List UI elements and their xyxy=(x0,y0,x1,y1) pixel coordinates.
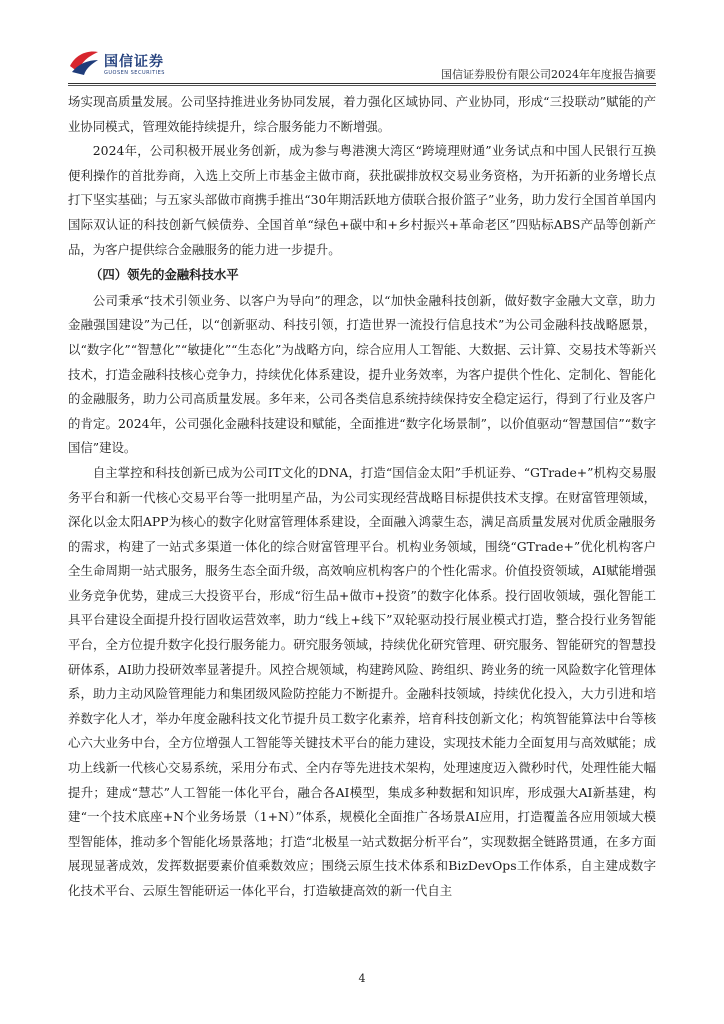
company-logo xyxy=(68,48,228,78)
logo-subtext: GUOSEN SECURITIES xyxy=(104,70,165,76)
header-divider xyxy=(68,83,656,84)
page-number: 4 xyxy=(358,972,366,985)
logo-mark-icon xyxy=(68,48,100,76)
logo-text: 国信证券 xyxy=(104,54,164,70)
page-body xyxy=(68,90,656,904)
header-divider-thin xyxy=(68,85,656,86)
page-header xyxy=(68,44,656,86)
report-title: 国信证券股份有限公司2024年年度报告摘要 xyxy=(441,68,656,81)
body-paragraph: 公司秉承“技术引领业务、以客户为导向”的理念，以“加快金融科技创新，做好数字金融大文章，助力金融强国建设”为己任，以“创新驱动、科技引领，打造世界一流投行信息技术”为公司金融科技战略愿景，以“数字化”“智慧化”“敏捷化”“生态化”为战略方向，综合应用人工智能、大数据、云计算、交易技术等新兴技术，打造金融科技核心竞争力，持续优化体系建设，提升业务效率，为客户提供个性化、定制化、智能化的金融服务，助力公司高质量发展。多年来，公司各类信息系统持续保持安全稳定运行，得到了行业及客户的肯定。2024年，公司强化金融科技建设和赋能，全面推进“数字化场景制”，以价值驱动“智慧国信”“数字国信”建设。 xyxy=(68,292,656,456)
body-paragraph: 自主掌控和科技创新已成为公司IT文化的DNA，打造“国信金太阳”手机证券、“GTrade+”机构交易服务平台和新一代核心交易平台等一批明星产品，为公司实现经营战略目标提供技术支撑。在财富管理领域，深化以金太阳APP为核心的数字化财富管理体系建设，全面融入鸿蒙生态，满足高质量发展对优质金融服务的需求，构建了一站式多渠道一体化的综合财富管理平台。机构业务领域，围绕“GTrade+”优化机构客户全生命周期一站式服务，服务生态全面升级，高效响应机构客户的个性化需求。价值投资领域，AI赋能增强业务竞争优势，建成三大投资平台，形成“衍生品+做市+投资”的数字化体系。投行固收领域，强化智能工具平台建设全面提升投行固收运营效率，助力“线上+线下”双轮驱动投行展业模式打造，整合投行业务智能平台，全方位提升数字化投行服务能力。研究服务领域，持续优化研究管理、研究服务、智能研究的智慧投研体系，AI助力投研效率显著提升。风控合规领域，构建跨风险、跨组织、跨业务的统一风险数字化管理体系，助力主动风险管理能力和集团级风险防控能力不断提升。金融科技领域，持续优化投入，大力引进和培养数字化人才，举办年度金融科技文化节提升员工数字化素养，培育科技创新文化；构筑智能算法中台等核心六大业务中台，全方位增强人工智能等关键技术平台的能力建设，实现技术能力全面复用与高效赋能；成功上线新一代核心交易系统，采用分布式、全内存等先进技术架构，处理速度迈入微秒时代，处理性能大幅提升；建成“慧芯”人工智能一体化平台，融合各AI模型，集成多种数据和知识库，形成强大AI新基建，构建“一个技术底座+N个业务场景（1+N）”体系，规模化全面推广各场景AI应用，打造覆盖各应用领域大模型智能体，推动多个智能化场景落地；打造“北极星一站式数据分析平台”，实现数据全链路贯通，在多方面展现显著成效，发挥数据要素价值乘数效应；围绕云原生技术体系和BizDevOps工作体系，自主建成数字化技术平台、云原生智能研运一体化平台，打造敏捷高效的新一代自主 xyxy=(68,464,656,898)
section-heading: （四）领先的金融科技水平 xyxy=(90,267,239,283)
body-paragraph: 场实现高质量发展。公司坚持推进业务协同发展，着力强化区域协同、产业协同，形成“三投联动”赋能的产业协同模式，管理效能持续提升，综合服务能力不断增强。 xyxy=(68,94,656,134)
body-paragraph: 2024年，公司积极开展业务创新，成为参与粤港澳大湾区“跨境理财通”业务试点和中国人民银行互换便利操作的首批券商，入选上交所上市基金主做市商，获批碳排放权交易业务资格，为开拓新的业务增长点打下坚实基础；与五家头部做市商携手推出“30年期活跃地方债联合报价篮子”业务，助力发行全国首单国内国际双认证的科技创新气候债券、全国首单“绿色+碳中和+乡村振兴+革命老区”四贴标ABS产品等创新产品，为客户提供综合金融服务的能力进一步提升。 xyxy=(68,143,656,257)
